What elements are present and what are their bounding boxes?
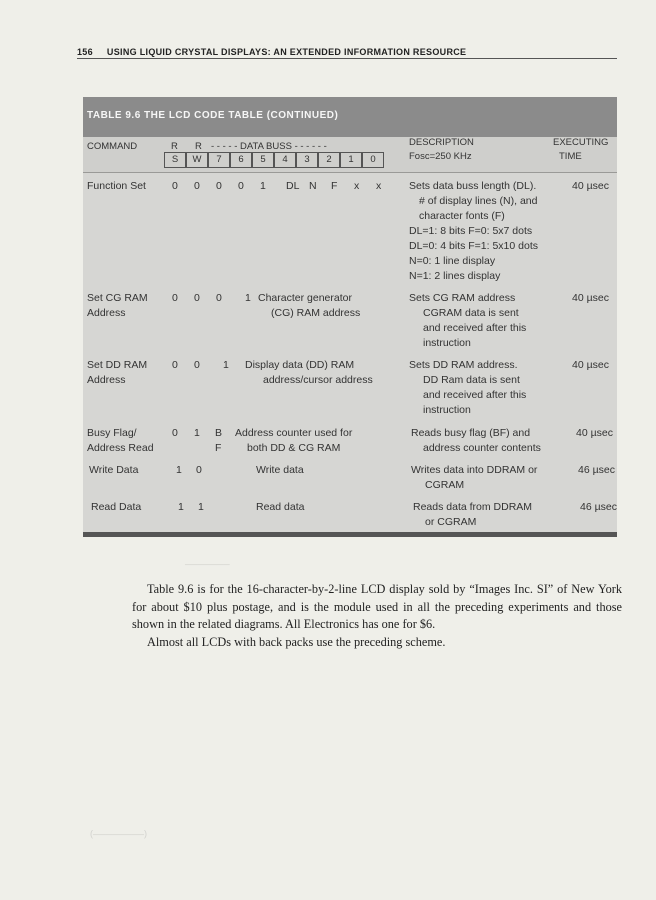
description-line: DL=1: 8 bits F=0: 5x7 dots <box>409 225 533 237</box>
bit-value: 0 <box>216 180 222 192</box>
bit-label: 7 <box>208 152 230 168</box>
bit-value: 1 <box>178 501 184 513</box>
description-line: CGRAM <box>425 479 465 491</box>
data-text: Display data (DD) RAM <box>245 359 355 371</box>
bit-label: 1 <box>340 152 362 168</box>
row-set-cg-ram-command: Address <box>87 307 126 319</box>
bit-value: N <box>309 180 317 192</box>
description-line: and received after this <box>423 322 527 334</box>
bit-value: 1 <box>223 359 229 371</box>
col-rw: R <box>195 141 202 152</box>
execution-time: 46 µsec <box>580 501 617 513</box>
table-bottom-rule <box>83 532 617 537</box>
bit-label: W <box>186 152 208 168</box>
data-text: Write data <box>256 464 304 476</box>
description-line: N=0: 1 line display <box>409 255 496 267</box>
paragraph: Table 9.6 is for the 16-character-by-2-line LCD display sold by “Images Inc. SI” of New York for about $10 plus postage, and is the module used in all the preceding experiments and those shown in the related diagrams. All Electronics has one for $6. <box>132 582 622 631</box>
row-set-dd-ram-command: Address <box>87 374 126 386</box>
bit-value: 0 <box>194 180 200 192</box>
description-line: address counter contents <box>423 442 541 454</box>
row-function-set-command: Function Set <box>87 180 146 192</box>
description-line: instruction <box>423 337 471 349</box>
bit-label: S <box>164 152 186 168</box>
data-text: (CG) RAM address <box>271 307 361 319</box>
bit-value: F <box>215 442 222 454</box>
bit-value: 1 <box>245 292 251 304</box>
description-line: Sets data buss length (DL). <box>409 180 537 192</box>
execution-time: 40 µsec <box>576 427 613 439</box>
bit-label: 5 <box>252 152 274 168</box>
bit-value: 1 <box>198 501 204 513</box>
row-set-cg-ram-command: Set CG RAM <box>87 292 148 304</box>
bleed-through-text: ─────── <box>185 560 230 570</box>
bit-value: 1 <box>260 180 266 192</box>
description-line: character fonts (F) <box>419 210 505 222</box>
description-line: DL=0: 4 bits F=1: 5x10 dots <box>409 240 538 252</box>
bit-value: 0 <box>172 292 178 304</box>
description-line: Sets DD RAM address. <box>409 359 518 371</box>
bit-value: DL <box>286 180 300 192</box>
bit-value: x <box>376 180 382 192</box>
bit-value: F <box>331 180 338 192</box>
bit-value: 1 <box>176 464 182 476</box>
execution-time: 40 µsec <box>572 180 609 192</box>
col-fosc: Fosc=250 KHz <box>409 151 472 162</box>
bit-value: 0 <box>194 292 200 304</box>
col-data-bus: - - - - - DATA BUSS - - - - - - <box>211 141 327 152</box>
paragraph: Almost all LCDs with back packs use the preceding scheme. <box>147 634 446 649</box>
table-title: TABLE 9.6 THE LCD CODE TABLE (CONTINUED) <box>87 110 339 121</box>
row-write-data-command: Write Data <box>89 464 139 476</box>
bleed-through-text: (────────) <box>90 830 148 840</box>
bit-value: B <box>215 427 223 439</box>
page-number: 156 <box>77 47 93 57</box>
description-line: instruction <box>423 404 471 416</box>
data-text: address/cursor address <box>263 374 373 386</box>
col-exec-time-1: EXECUTING <box>553 137 609 148</box>
description-line: N=1: 2 lines display <box>409 270 501 282</box>
bit-label: 0 <box>362 152 384 168</box>
description-line: Sets CG RAM address <box>409 292 516 304</box>
description-line: # of display lines (N), and <box>419 195 538 207</box>
description-line: Reads data from DDRAM <box>413 501 533 513</box>
description-line: Reads busy flag (BF) and <box>411 427 531 439</box>
bit-label: 2 <box>318 152 340 168</box>
bit-value: 0 <box>238 180 244 192</box>
bit-label: 3 <box>296 152 318 168</box>
bit-value: 0 <box>172 180 178 192</box>
col-exec-time-2: TIME <box>559 151 582 162</box>
row-read-data-command: Read Data <box>91 501 142 513</box>
col-rs: R <box>171 141 178 152</box>
execution-time: 46 µsec <box>578 464 615 476</box>
description-line: CGRAM data is sent <box>423 307 519 319</box>
row-set-dd-ram-command: Set DD RAM <box>87 359 148 371</box>
body-text <box>132 581 622 651</box>
data-text: Character generator <box>258 292 352 304</box>
data-text: Read data <box>256 501 305 513</box>
col-description: DESCRIPTION <box>409 137 474 148</box>
bit-value: x <box>354 180 360 192</box>
description-line: and received after this <box>423 389 527 401</box>
lcd-code-table <box>83 97 617 537</box>
description-line: DD Ram data is sent <box>423 374 520 386</box>
running-title: USING LIQUID CRYSTAL DISPLAYS: AN EXTENDED INFORMATION RESOURCE <box>106 47 467 57</box>
bit-value: 0 <box>172 427 178 439</box>
bit-value: 1 <box>194 427 200 439</box>
table-title-bar <box>83 97 617 137</box>
bit-value: 0 <box>194 359 200 371</box>
execution-time: 40 µsec <box>572 292 609 304</box>
data-text: Address counter used for <box>235 427 353 439</box>
bit-label: 4 <box>274 152 296 168</box>
row-busy-flag-command: Address Read <box>87 442 154 454</box>
description-line: or CGRAM <box>425 516 477 528</box>
col-command: COMMAND <box>87 141 138 152</box>
description-line: Writes data into DDRAM or <box>411 464 538 476</box>
bit-label: 6 <box>230 152 252 168</box>
bit-value: 0 <box>196 464 202 476</box>
bit-value: 0 <box>216 292 222 304</box>
page-header <box>77 47 617 59</box>
data-text: both DD & CG RAM <box>247 442 341 454</box>
execution-time: 40 µsec <box>572 359 609 371</box>
bit-value: 0 <box>172 359 178 371</box>
row-busy-flag-command: Busy Flag/ <box>87 427 137 439</box>
